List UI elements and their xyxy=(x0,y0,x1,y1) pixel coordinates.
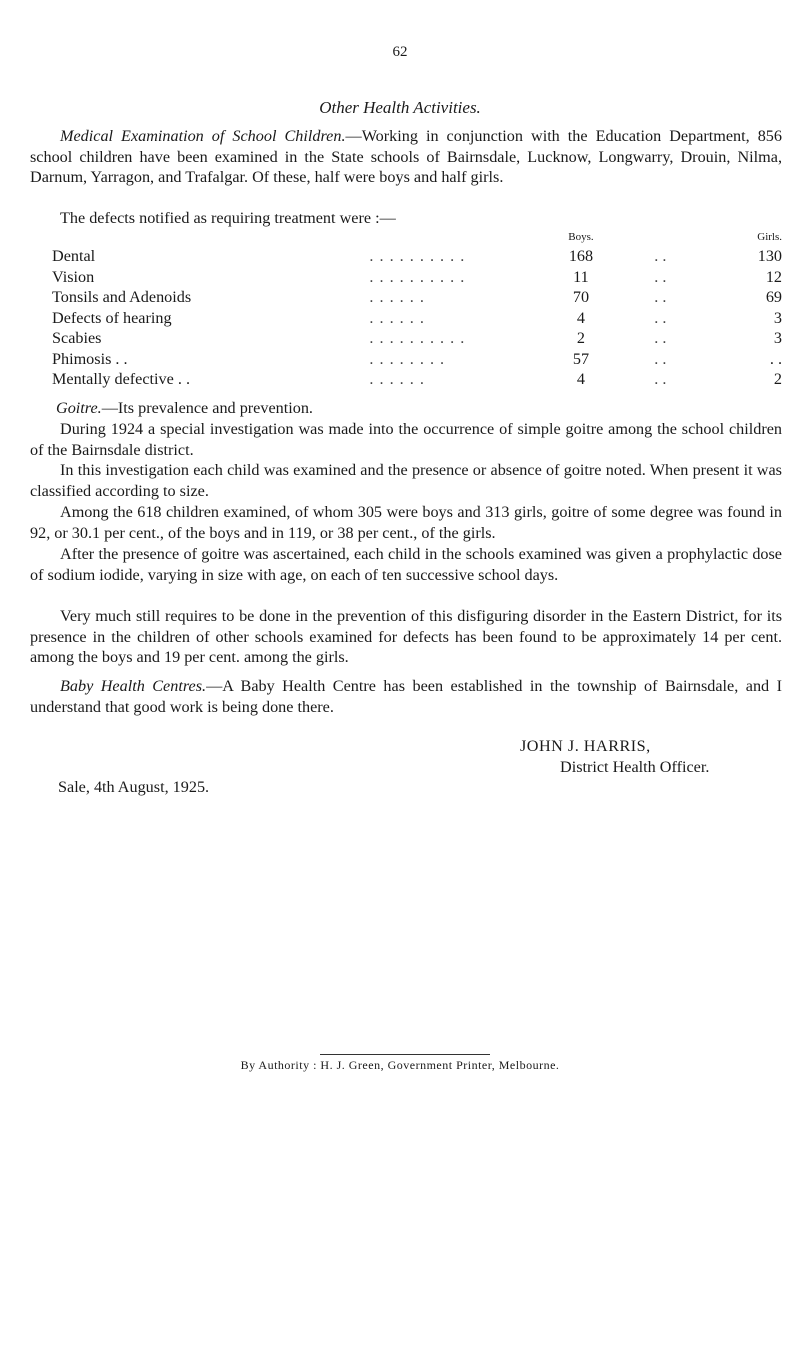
goitre-paragraph-2: In this investigation each child was examined and the presence or absence of goitre noted. When present it was classified according to size. xyxy=(30,461,782,500)
girls-count: 69 xyxy=(765,288,782,306)
signature-title: District Health Officer. xyxy=(560,757,710,776)
leader-dots: . . . . . . . . xyxy=(369,349,446,368)
boys-count: 4 xyxy=(576,308,586,327)
signature-name: JOHN J. HARRIS, xyxy=(520,737,651,755)
girls-count: 2 xyxy=(773,370,782,388)
goitre-paragraph-4: After the presence of goitre was ascertained, each child in the schools examined was given a prophylactic dose of sodium iodide, varying in size with age, on each of ten successive school days. xyxy=(30,545,782,584)
goitre-heading-paragraph xyxy=(56,398,776,419)
printer-imprint: By Authority : H. J. Green, Government Printer, Melbourne. xyxy=(240,1058,560,1072)
defect-label: Mentally defective . . xyxy=(52,370,190,388)
baby-health-paragraph xyxy=(30,676,782,717)
baby-health-title: Baby Health Centres. xyxy=(60,677,207,695)
baby-health-body: —A Baby Health Centre has been established in the township of Bairnsdale, and I understand that good work is being done there. xyxy=(30,677,782,716)
leader-dots: . . xyxy=(654,308,667,327)
defects-intro: The defects notified as requiring treatment were :— xyxy=(60,209,396,227)
boys-count: 2 xyxy=(576,329,586,347)
boys-count: 70 xyxy=(572,288,590,306)
page-number: 62 xyxy=(392,44,408,60)
defect-label: Scabies xyxy=(52,329,102,347)
leader-dots: . . xyxy=(654,329,667,347)
girls-column-header: Girls. xyxy=(757,231,782,243)
boys-count: 57 xyxy=(572,349,590,368)
girls-count: 12 xyxy=(765,267,782,286)
boys-column-header: Boys. xyxy=(568,231,594,243)
leader-dots: . . xyxy=(654,349,667,368)
girls-count: 3 xyxy=(773,308,782,327)
medical-examination-title: Medical Examination of School Children. xyxy=(60,127,346,145)
leader-dots: . . . . . . . . . . xyxy=(369,267,466,286)
section-heading: Other Health Activities. xyxy=(319,98,481,117)
girls-count: 3 xyxy=(773,329,782,347)
defects-table-row xyxy=(52,328,782,349)
defects-table-row xyxy=(52,349,782,370)
leader-dots: . . . . . . . . . . xyxy=(369,247,466,265)
defects-table-row xyxy=(52,267,782,288)
boys-count: 168 xyxy=(568,247,594,265)
defects-table-row xyxy=(52,287,782,308)
defect-label: Vision xyxy=(52,267,95,286)
leader-dots: . . xyxy=(654,288,667,306)
leader-dots: . . xyxy=(654,267,667,286)
goitre-title: Goitre. xyxy=(56,399,102,417)
defect-label: Dental xyxy=(52,247,96,265)
leader-dots: . . xyxy=(654,370,667,388)
boys-count: 4 xyxy=(576,370,586,388)
boys-count: 11 xyxy=(573,267,589,286)
defects-table-row xyxy=(52,308,782,329)
goitre-paragraph-3: Among the 618 children examined, of whom 305 were boys and 313 girls, goitre of some degree was found in 92, or 30.1 per cent., of the boys and in 119, or 38 per cent., of the girls. xyxy=(30,503,782,542)
signature-block xyxy=(520,736,760,777)
leader-dots: . . . . . . xyxy=(369,370,425,388)
defects-table-row xyxy=(52,246,782,267)
leader-dots: . . xyxy=(654,247,667,265)
medical-examination-body: —Working in conjunction with the Education Department, 856 school children have been examined in the State schools of Bairnsdale, Lucknow, Longwarry, Drouin, Nilma, Darnum, Yarragon, and Trafalgar. Of these, half were boys and half girls. xyxy=(30,127,782,186)
goitre-subtitle: —Its prevalence and prevention. xyxy=(101,399,313,417)
defect-label: Tonsils and Adenoids xyxy=(52,288,192,306)
defects-table-header xyxy=(52,228,782,246)
goitre-paragraph-1: During 1924 a special investigation was made into the occurrence of simple goitre among the school children of the Bairnsdale district. xyxy=(30,420,782,459)
footer-rule xyxy=(320,1054,490,1055)
defect-label: Phimosis . . xyxy=(52,349,128,368)
leader-dots: . . . . . . xyxy=(369,308,425,327)
defects-table-row xyxy=(52,369,782,390)
goitre-paragraph-5: Very much still requires to be done in the prevention of this disfiguring disorder in the Eastern District, for its presence in the children of other schools examined for defects has been found to be approximately 14 per cent. among the boys and 19 per cent. among the girls. xyxy=(30,607,782,666)
girls-count: 130 xyxy=(757,247,782,265)
medical-examination-paragraph xyxy=(30,126,782,188)
leader-dots: . . . . . . . . . . xyxy=(369,329,466,347)
leader-dots: . . . . . . xyxy=(369,288,425,306)
defect-label: Defects of hearing xyxy=(52,308,172,327)
girls-count: . . xyxy=(769,349,782,368)
date-line: Sale, 4th August, 1925. xyxy=(58,778,210,796)
defects-table xyxy=(52,228,782,390)
